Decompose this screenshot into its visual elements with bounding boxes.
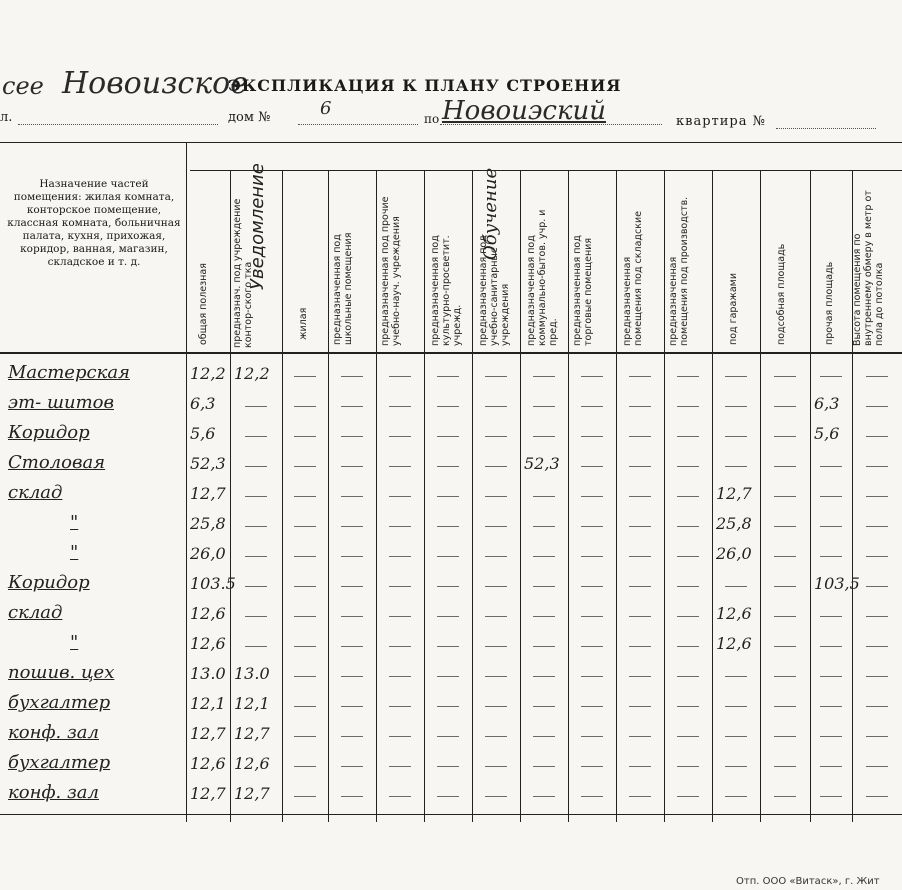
empty-cell-dash <box>629 646 651 647</box>
empty-cell-dash <box>725 706 747 707</box>
empty-cell-dash <box>866 556 888 557</box>
empty-cell-dash <box>581 466 603 467</box>
empty-cell-dash <box>341 526 363 527</box>
empty-cell-dash <box>774 676 796 677</box>
empty-cell-dash <box>774 736 796 737</box>
empty-cell-dash <box>389 616 411 617</box>
cell-medical: 52,3 <box>524 454 560 473</box>
empty-cell-dash <box>389 376 411 377</box>
empty-cell-dash <box>866 616 888 617</box>
empty-cell-dash <box>533 706 555 707</box>
empty-cell-dash <box>581 706 603 707</box>
empty-cell-dash <box>485 406 507 407</box>
empty-cell-dash <box>533 496 555 497</box>
empty-cell-dash <box>866 766 888 767</box>
cell-warehouse: 12,6 <box>716 604 752 623</box>
street-name: Новоиэский <box>442 96 606 126</box>
empty-cell-dash <box>533 406 555 407</box>
empty-cell-dash <box>677 436 699 437</box>
cell-total: 12,1 <box>190 694 226 713</box>
empty-cell-dash <box>437 526 459 527</box>
cell-total: 12,7 <box>190 484 226 503</box>
room-name: Коридор <box>8 422 90 443</box>
col-header-height: Высота помещения по внутреннему обмеру в метр от пола до потолка <box>852 190 885 346</box>
empty-cell-dash <box>341 646 363 647</box>
column-divider <box>760 170 761 822</box>
empty-cell-dash <box>485 526 507 527</box>
col-header-total: общая полезная <box>198 263 209 345</box>
cell-warehouse: 25,8 <box>716 514 752 533</box>
empty-cell-dash <box>581 766 603 767</box>
empty-cell-dash <box>341 556 363 557</box>
empty-cell-dash <box>294 466 316 467</box>
room-name: Мастерская <box>8 362 130 383</box>
apartment-dotted-line <box>776 128 876 129</box>
empty-cell-dash <box>341 436 363 437</box>
empty-cell-dash <box>866 496 888 497</box>
empty-cell-dash <box>533 376 555 377</box>
empty-cell-dash <box>629 706 651 707</box>
empty-cell-dash <box>725 406 747 407</box>
col-header-residential: жилая <box>298 307 309 340</box>
empty-cell-dash <box>774 406 796 407</box>
empty-cell-dash <box>677 766 699 767</box>
cell-office: 12,1 <box>234 694 270 713</box>
cell-total: 26,0 <box>190 544 226 563</box>
empty-cell-dash <box>437 646 459 647</box>
empty-cell-dash <box>389 556 411 557</box>
empty-cell-dash <box>820 676 842 677</box>
empty-cell-dash <box>866 406 888 407</box>
house-dotted-line <box>298 124 418 125</box>
empty-cell-dash <box>245 406 267 407</box>
apartment-label: квартира № <box>676 114 766 129</box>
empty-cell-dash <box>774 646 796 647</box>
empty-cell-dash <box>725 676 747 677</box>
room-name: Столовая <box>8 452 106 473</box>
empty-cell-dash <box>820 526 842 527</box>
empty-cell-dash <box>774 466 796 467</box>
empty-cell-dash <box>389 436 411 437</box>
empty-cell-dash <box>677 676 699 677</box>
empty-cell-dash <box>389 646 411 647</box>
empty-cell-dash <box>437 556 459 557</box>
empty-cell-dash <box>629 586 651 587</box>
empty-cell-dash <box>866 736 888 737</box>
empty-cell-dash <box>437 496 459 497</box>
empty-cell-dash <box>677 526 699 527</box>
empty-cell-dash <box>245 586 267 587</box>
empty-cell-dash <box>581 436 603 437</box>
empty-cell-dash <box>245 526 267 527</box>
empty-cell-dash <box>774 706 796 707</box>
column-divider <box>282 170 283 822</box>
empty-cell-dash <box>774 766 796 767</box>
empty-cell-dash <box>774 526 796 527</box>
empty-cell-dash <box>533 676 555 677</box>
column-divider <box>328 170 329 822</box>
column-divider <box>712 170 713 822</box>
empty-cell-dash <box>437 736 459 737</box>
empty-cell-dash <box>774 586 796 587</box>
column-divider <box>186 142 187 822</box>
empty-cell-dash <box>341 736 363 737</box>
empty-cell-dash <box>341 376 363 377</box>
empty-cell-dash <box>485 796 507 797</box>
empty-cell-dash <box>629 526 651 527</box>
empty-cell-dash <box>725 736 747 737</box>
empty-cell-dash <box>389 496 411 497</box>
empty-cell-dash <box>245 646 267 647</box>
empty-cell-dash <box>629 736 651 737</box>
col-header-other: прочая площадь <box>824 261 835 345</box>
empty-cell-dash <box>725 466 747 467</box>
empty-cell-dash <box>581 736 603 737</box>
empty-cell-dash <box>629 436 651 437</box>
empty-cell-dash <box>485 706 507 707</box>
room-name: Коридор <box>8 572 90 593</box>
room-name: пошив. цех <box>8 662 115 683</box>
cell-office: 12,7 <box>234 724 270 743</box>
empty-cell-dash <box>533 616 555 617</box>
village-name: Новоизское <box>62 66 248 101</box>
empty-cell-dash <box>820 706 842 707</box>
empty-cell-dash <box>866 676 888 677</box>
empty-cell-dash <box>485 436 507 437</box>
empty-cell-dash <box>866 466 888 467</box>
empty-cell-dash <box>485 616 507 617</box>
empty-cell-dash <box>389 706 411 707</box>
room-name: конф. зал <box>8 782 99 803</box>
cell-total: 12,7 <box>190 724 226 743</box>
empty-cell-dash <box>341 466 363 467</box>
cell-total: 12,6 <box>190 754 226 773</box>
empty-cell-dash <box>294 496 316 497</box>
empty-cell-dash <box>294 556 316 557</box>
cell-total: 12,7 <box>190 784 226 803</box>
empty-cell-dash <box>581 646 603 647</box>
empty-cell-dash <box>389 676 411 677</box>
empty-cell-dash <box>485 556 507 557</box>
empty-cell-dash <box>389 796 411 797</box>
room-name: " <box>70 512 79 533</box>
empty-cell-dash <box>725 766 747 767</box>
room-name: конф. зал <box>8 722 99 743</box>
col-header-communal: предназначенная под коммунально-бытов. учр. и пред. <box>526 209 559 346</box>
empty-cell-dash <box>485 376 507 377</box>
room-name: бухгалтер <box>8 692 111 713</box>
empty-cell-dash <box>341 766 363 767</box>
cell-office: 12,2 <box>234 364 270 383</box>
street-dotted-line <box>18 124 218 125</box>
empty-cell-dash <box>294 526 316 527</box>
room-name: склад <box>8 482 63 503</box>
empty-cell-dash <box>437 766 459 767</box>
empty-cell-dash <box>437 586 459 587</box>
cell-total: 25,8 <box>190 514 226 533</box>
document-title: ЭКСПЛИКАЦИЯ К ПЛАНУ СТРОЕНИЯ <box>228 76 622 95</box>
cell-auxiliary: 5,6 <box>814 424 840 443</box>
column-divider <box>230 170 231 822</box>
empty-cell-dash <box>774 376 796 377</box>
empty-cell-dash <box>677 496 699 497</box>
table-bottom-border <box>0 814 902 815</box>
empty-cell-dash <box>866 526 888 527</box>
empty-cell-dash <box>437 436 459 437</box>
empty-cell-dash <box>677 736 699 737</box>
empty-cell-dash <box>581 406 603 407</box>
empty-cell-dash <box>485 766 507 767</box>
cell-office: 12,7 <box>234 784 270 803</box>
empty-cell-dash <box>677 706 699 707</box>
empty-cell-dash <box>533 436 555 437</box>
room-name: " <box>70 632 79 653</box>
empty-cell-dash <box>820 796 842 797</box>
empty-cell-dash <box>774 796 796 797</box>
empty-cell-dash <box>677 556 699 557</box>
col-header-scientific: предназначенная под прочие учебно-науч. учреждения <box>380 196 402 346</box>
empty-cell-dash <box>341 616 363 617</box>
col-header-office: предназнач. под учреждение контор-ского тка <box>232 198 254 348</box>
cell-office: 12,6 <box>234 754 270 773</box>
empty-cell-dash <box>389 526 411 527</box>
empty-cell-dash <box>341 796 363 797</box>
empty-cell-dash <box>820 646 842 647</box>
empty-cell-dash <box>294 406 316 407</box>
empty-cell-dash <box>677 646 699 647</box>
col-header-production: предназначенная помещения под производств. <box>668 196 690 346</box>
empty-cell-dash <box>485 736 507 737</box>
cell-total: 13.0 <box>190 664 226 683</box>
empty-cell-dash <box>294 766 316 767</box>
col-header-school: предназначенная под школьные помещения <box>332 232 354 345</box>
empty-cell-dash <box>629 406 651 407</box>
empty-cell-dash <box>581 796 603 797</box>
room-name: " <box>70 542 79 563</box>
empty-cell-dash <box>533 526 555 527</box>
cell-total: 12,6 <box>190 604 226 623</box>
room-name: склад <box>8 602 63 623</box>
empty-cell-dash <box>725 376 747 377</box>
column-divider <box>376 170 377 822</box>
empty-cell-dash <box>533 766 555 767</box>
cell-warehouse: 12,7 <box>716 484 752 503</box>
empty-cell-dash <box>245 496 267 497</box>
empty-cell-dash <box>245 556 267 557</box>
empty-cell-dash <box>820 376 842 377</box>
column-divider <box>472 170 473 822</box>
empty-cell-dash <box>774 616 796 617</box>
empty-cell-dash <box>820 466 842 467</box>
col-header-auxiliary: подсобная площадь <box>776 243 787 345</box>
col-header-cultural: предназначенная под культурно-просветит. учрежд. <box>430 235 463 346</box>
empty-cell-dash <box>294 586 316 587</box>
empty-cell-dash <box>437 376 459 377</box>
empty-cell-dash <box>294 796 316 797</box>
empty-cell-dash <box>866 586 888 587</box>
column-divider <box>810 170 811 822</box>
empty-cell-dash <box>294 616 316 617</box>
empty-cell-dash <box>581 526 603 527</box>
empty-cell-dash <box>485 676 507 677</box>
empty-cell-dash <box>629 796 651 797</box>
empty-cell-dash <box>581 676 603 677</box>
col-header-trade: предназначенная под торговые помещения <box>572 235 594 346</box>
empty-cell-dash <box>629 376 651 377</box>
empty-cell-dash <box>389 736 411 737</box>
empty-cell-dash <box>866 376 888 377</box>
empty-cell-dash <box>533 556 555 557</box>
empty-cell-dash <box>820 496 842 497</box>
cell-warehouse: 12,6 <box>716 634 752 653</box>
empty-cell-dash <box>725 436 747 437</box>
cell-total: 5,6 <box>190 424 216 443</box>
empty-cell-dash <box>485 496 507 497</box>
empty-cell-dash <box>437 616 459 617</box>
col-header-medical: предназначенная под учебно-санитарные учреждения <box>478 235 511 346</box>
empty-cell-dash <box>774 496 796 497</box>
empty-cell-dash <box>485 586 507 587</box>
street-prefix: л. <box>0 110 13 125</box>
empty-cell-dash <box>533 796 555 797</box>
col-header-garage: под гаражами <box>728 273 739 345</box>
cell-auxiliary: 103,5 <box>814 574 860 593</box>
empty-cell-dash <box>774 436 796 437</box>
column-divider <box>664 170 665 822</box>
empty-cell-dash <box>774 556 796 557</box>
empty-cell-dash <box>677 466 699 467</box>
empty-cell-dash <box>866 646 888 647</box>
empty-cell-dash <box>294 706 316 707</box>
column-divider <box>520 170 521 822</box>
empty-cell-dash <box>341 676 363 677</box>
empty-cell-dash <box>294 736 316 737</box>
empty-cell-dash <box>437 676 459 677</box>
empty-cell-dash <box>437 706 459 707</box>
empty-cell-dash <box>866 436 888 437</box>
empty-cell-dash <box>533 646 555 647</box>
cell-total: 52,3 <box>190 454 226 473</box>
empty-cell-dash <box>725 796 747 797</box>
empty-cell-dash <box>629 496 651 497</box>
empty-cell-dash <box>485 466 507 467</box>
empty-cell-dash <box>341 406 363 407</box>
cell-total: 103.5 <box>190 574 236 593</box>
column-divider <box>568 170 569 822</box>
empty-cell-dash <box>581 376 603 377</box>
empty-cell-dash <box>437 796 459 797</box>
empty-cell-dash <box>245 466 267 467</box>
printer-footer: Отп. ООО «Витаск», г. Жит <box>736 876 880 887</box>
empty-cell-dash <box>629 676 651 677</box>
subheader-line <box>190 170 902 171</box>
header-bottom-border <box>0 352 902 354</box>
empty-cell-dash <box>677 406 699 407</box>
cell-total: 6,3 <box>190 394 216 413</box>
empty-cell-dash <box>294 676 316 677</box>
purpose-column-header: Назначение частей помещения: жилая комната, конторское помещение, классная комната, больничная палата, кухня, прихожая, коридор, ванная, магазин, складское и т. д. <box>7 178 181 268</box>
cell-office: 13.0 <box>234 664 270 683</box>
empty-cell-dash <box>389 406 411 407</box>
empty-cell-dash <box>677 796 699 797</box>
empty-cell-dash <box>820 556 842 557</box>
empty-cell-dash <box>820 616 842 617</box>
column-divider <box>616 170 617 822</box>
cell-warehouse: 26,0 <box>716 544 752 563</box>
empty-cell-dash <box>581 556 603 557</box>
column-divider <box>424 170 425 822</box>
empty-cell-dash <box>485 646 507 647</box>
empty-cell-dash <box>866 706 888 707</box>
cell-auxiliary: 6,3 <box>814 394 840 413</box>
empty-cell-dash <box>629 766 651 767</box>
empty-cell-dash <box>437 466 459 467</box>
room-name: бухгалтер <box>8 752 111 773</box>
street-label: по <box>424 112 440 126</box>
col-header-office-handwritten: Уведомление <box>247 163 268 290</box>
cell-total: 12,6 <box>190 634 226 653</box>
empty-cell-dash <box>245 436 267 437</box>
empty-cell-dash <box>629 556 651 557</box>
col-header-medical-handwritten: Обучение <box>480 167 501 260</box>
empty-cell-dash <box>581 586 603 587</box>
empty-cell-dash <box>629 466 651 467</box>
empty-cell-dash <box>341 496 363 497</box>
empty-cell-dash <box>533 586 555 587</box>
empty-cell-dash <box>341 586 363 587</box>
empty-cell-dash <box>245 616 267 617</box>
empty-cell-dash <box>820 736 842 737</box>
empty-cell-dash <box>820 766 842 767</box>
village-prefix: сее <box>2 72 44 100</box>
empty-cell-dash <box>677 616 699 617</box>
empty-cell-dash <box>294 376 316 377</box>
col-header-warehouse: предназначенная помещения под складские <box>622 211 644 346</box>
empty-cell-dash <box>677 586 699 587</box>
empty-cell-dash <box>629 616 651 617</box>
empty-cell-dash <box>581 496 603 497</box>
house-number: 6 <box>320 98 332 119</box>
empty-cell-dash <box>294 436 316 437</box>
empty-cell-dash <box>581 616 603 617</box>
empty-cell-dash <box>866 796 888 797</box>
empty-cell-dash <box>389 766 411 767</box>
room-name: эт- шитов <box>8 392 114 413</box>
empty-cell-dash <box>389 466 411 467</box>
empty-cell-dash <box>341 706 363 707</box>
empty-cell-dash <box>725 586 747 587</box>
empty-cell-dash <box>533 736 555 737</box>
empty-cell-dash <box>389 586 411 587</box>
empty-cell-dash <box>677 376 699 377</box>
empty-cell-dash <box>437 406 459 407</box>
house-label: дом № <box>228 110 271 125</box>
cell-total: 12,2 <box>190 364 226 383</box>
table-top-border <box>0 142 902 143</box>
empty-cell-dash <box>294 646 316 647</box>
